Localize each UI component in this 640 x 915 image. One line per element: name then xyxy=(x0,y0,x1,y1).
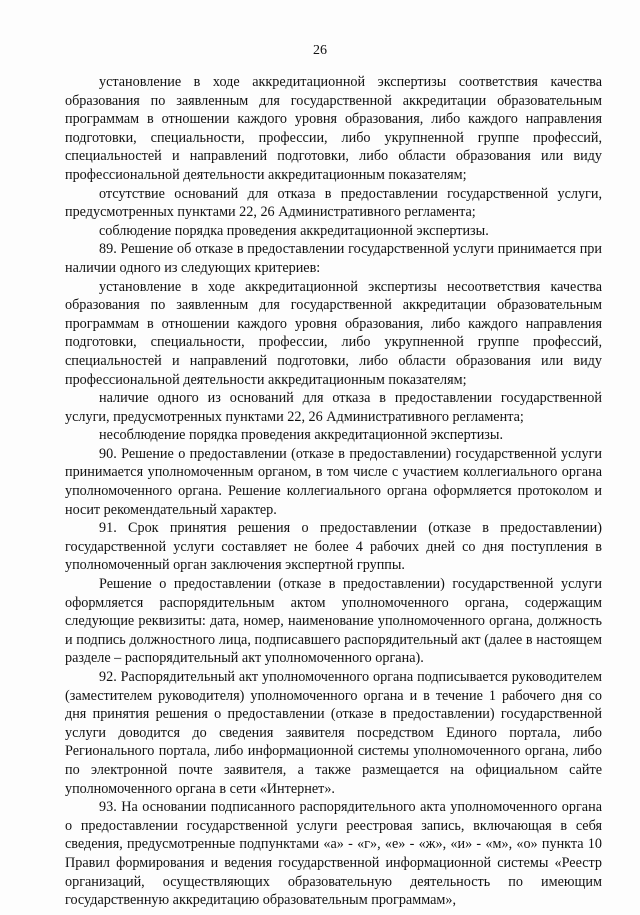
paragraph-accreditation-compliance: установление в ходе аккредитационной экспертизы соответствия качества образования по заявленным для государственной аккредитации образовательным программам в отношении каждого уровня образования, либо каждого направления подготовки, специальности, профессии, либо укрупненной группе профессий, специальностей и направлений подготовки, либо области образования или виду профессиональной деятельности аккредитационным показателям; xyxy=(65,74,602,183)
paragraph-91: 91. Срок принятия решения о предоставлении (отказе в предоставлении) государственной услуги составляет не более 4 рабочих дней со дня поступления в уполномоченный орган заключения экспертной группы. xyxy=(65,520,602,574)
document-body xyxy=(65,73,602,910)
paragraph-90: 90. Решение о предоставлении (отказе в предоставлении) государственной услуги принимается уполномоченным органом, в том числе с участием коллегиального органа уполномоченного органа. Решение коллегиального органа оформляется протоколом и носит рекомендательный характер. xyxy=(65,445,602,518)
paragraph-refusal-grounds: наличие одного из оснований для отказа в предоставлении государственной услуги, предусмотренных пунктами 22, 26 Административного регламента; xyxy=(65,390,602,425)
paragraph-procedure-noncompliance: несоблюдение порядка проведения аккредитационной экспертизы. xyxy=(99,427,503,444)
paragraph-93: 93. На основании подписанного распорядительного акта уполномоченного органа о предоставлении государственной услуги реестровая запись, включающая в себя сведения, предусмотренные подпунктами «а» - «г», «е» - «ж», «и» - «м», «о» пункта 10 Правил формирования и ведения государственной информационной системы «Реестр организаций, осуществляющих образовательную деятельность по имеющим государственную аккредитацию образовательным программам», xyxy=(65,799,602,909)
paragraph-no-refusal-grounds: отсутствие оснований для отказа в предоставлении государственной услуги, предусмотренных пунктами 22, 26 Административного регламента; xyxy=(65,185,602,221)
paragraph-92: 92. Распорядительный акт уполномоченного органа подписывается руководителем (заместителем руководителя) уполномоченного органа и в течение 1 рабочего дня со дня принятия решения о предоставлении (отказе в предоставлении) государственной услуги доводится до сведения заявителя посредством Единого портала, либо Регионального портала, либо информационной системы уполномоченного органа, либо по электронной почте заявителя, а также размещается на официальном сайте уполномоченного органа в сети «Интернет». xyxy=(65,669,602,797)
paragraph-89: 89. Решение об отказе в предоставлении государственной услуги принимается при наличии одного из следующих критериев: xyxy=(65,241,602,276)
paragraph-accreditation-noncompliance: установление в ходе аккредитационной экспертизы несоответствия качества образования по заявленным для государственной аккредитации образовательным программам в отношении каждого уровня образования, либо каждого направления подготовки, специальности, профессии, либо укрупненной группе профессий, специальностей и направлений подготовки, либо области образования или виду профессиональной деятельности аккредитационным показателям; xyxy=(65,278,602,388)
paragraph-procedure-compliance: соблюдение порядка проведения аккредитационной экспертизы. xyxy=(99,222,489,239)
page-number: 26 xyxy=(313,43,327,58)
paragraph-decision-formalization: Решение о предоставлении (отказе в предоставлении) государственной услуги оформляется распорядительным актом уполномоченного органа, содержащим следующие реквизиты: дата, номер, наименование уполномоченного органа, должность и подпись должностного лица, подписавшего распорядительный акт (далее в настоящем разделе – распорядительный акт уполномоченного органа). xyxy=(65,576,602,667)
